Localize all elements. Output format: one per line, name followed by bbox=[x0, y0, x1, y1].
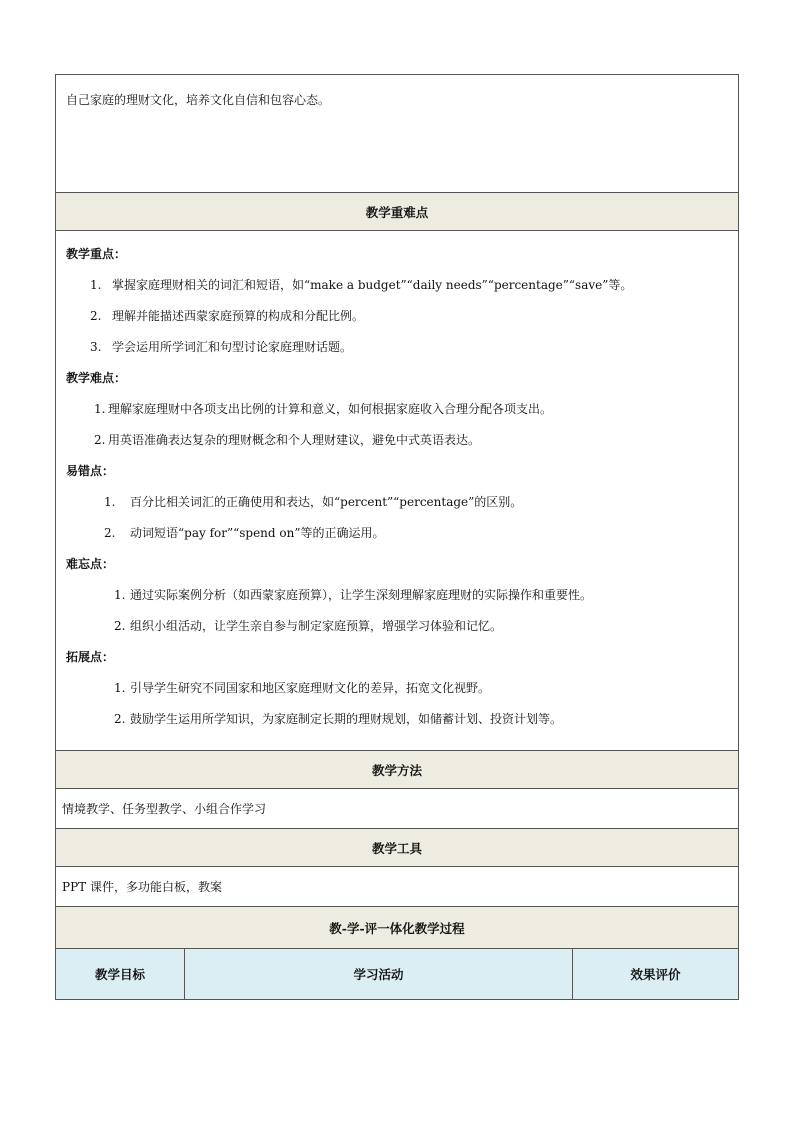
extend-label: 拓展点： bbox=[66, 650, 115, 664]
difficult-item-1: 1. 理解家庭理财中各项支出比例的计算和意义，如何根据家庭收入合理分配各项支出。 bbox=[94, 402, 553, 416]
key-difficult-content-row bbox=[56, 231, 739, 751]
process-columns-row bbox=[56, 949, 739, 1000]
error-item-2: 2. 动词短语“pay for”“spend on”等的正确运用。 bbox=[104, 526, 385, 540]
tools-title: 教学工具 bbox=[56, 829, 739, 867]
methods-content-row bbox=[56, 789, 739, 829]
methods-header-row bbox=[56, 751, 739, 789]
error-item-1: 1. 百分比相关词汇的正确使用和表达，如“percent”“percentage”的区别。 bbox=[104, 495, 523, 509]
difficult-item-2: 2. 用英语准确表达复杂的理财概念和个人理财建议，避免中式英语表达。 bbox=[94, 433, 481, 447]
methods-content: 情境教学、任务型教学、小组合作学习 bbox=[62, 801, 267, 816]
lesson-plan-table bbox=[55, 74, 739, 1000]
focus-item-1: 1. 掌握家庭理财相关的词汇和短语，如“make a budget”“daily needs”“percentage”“save”等。 bbox=[90, 278, 633, 292]
strategy-item-1: 1. 通过实际案例分析（如西蒙家庭预算），让学生深刻理解家庭理财的实际操作和重要性。 bbox=[114, 588, 593, 602]
key-difficult-header-row bbox=[56, 193, 739, 231]
strategy-item-2: 2. 组织小组活动，让学生亲自参与制定家庭预算，增强学习体验和记忆。 bbox=[114, 619, 503, 633]
focus-label: 教学重点： bbox=[66, 247, 127, 261]
tools-content: PPT 课件，多功能白板，教案 bbox=[62, 879, 222, 894]
extend-item-1: 1. 引导学生研究不同国家和地区家庭理财文化的差异，拓宽文化视野。 bbox=[114, 681, 491, 695]
strategy-label: 难忘点： bbox=[66, 557, 115, 571]
extend-item-2: 2. 鼓励学生运用所学知识，为家庭制定长期的理财规划，如储蓄计划、投资计划等。 bbox=[114, 712, 563, 726]
lesson-plan-document bbox=[55, 74, 738, 1000]
key-difficult-title: 教学重难点 bbox=[56, 193, 739, 231]
tools-header-row bbox=[56, 829, 739, 867]
methods-title: 教学方法 bbox=[56, 751, 739, 789]
column-effect-evaluation: 效果评价 bbox=[573, 949, 739, 1000]
error-label: 易错点： bbox=[66, 464, 115, 478]
process-title: 教-学-评一体化教学过程 bbox=[56, 907, 739, 949]
intro-text: 自己家庭的理财文化，培养文化自信和包容心态。 bbox=[66, 93, 331, 107]
focus-item-2: 2. 理解并能描述西蒙家庭预算的构成和分配比例。 bbox=[90, 309, 365, 323]
difficult-label: 教学难点： bbox=[66, 371, 127, 385]
column-teaching-goal: 教学目标 bbox=[56, 949, 185, 1000]
column-learning-activity: 学习活动 bbox=[185, 949, 573, 1000]
focus-item-3: 3. 学会运用所学词汇和句型讨论家庭理财话题。 bbox=[90, 340, 353, 354]
tools-content-row bbox=[56, 867, 739, 907]
intro-row bbox=[56, 75, 739, 193]
process-header-row bbox=[56, 907, 739, 949]
